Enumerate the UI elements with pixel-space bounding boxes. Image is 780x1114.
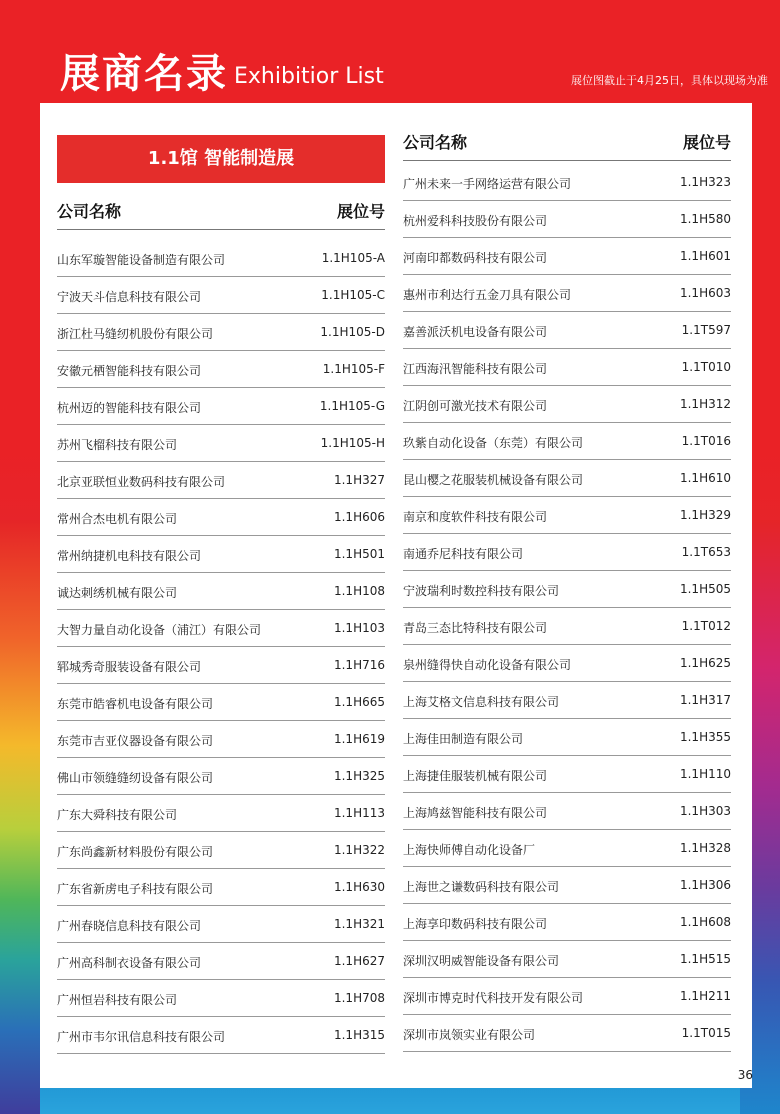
- table-row: [403, 349, 731, 386]
- company-name: 宁波天斗信息科技有限公司: [57, 290, 202, 304]
- company-name: 常州纳捷机电科技有限公司: [57, 549, 202, 563]
- table-row: [57, 795, 385, 832]
- booth-number: 1.1H105-A: [321, 251, 385, 265]
- booth-number: 1.1H355: [679, 730, 731, 744]
- company-name: 上海佳田制造有限公司: [403, 732, 524, 746]
- rainbow-border-left: [0, 520, 40, 1114]
- company-name: 深圳市岚领实业有限公司: [403, 1028, 536, 1042]
- booth-number: 1.1H110: [679, 767, 731, 781]
- table-row: [57, 869, 385, 906]
- company-name: 广州春晓信息科技有限公司: [57, 919, 202, 933]
- company-name: 广东大舜科技有限公司: [57, 808, 178, 822]
- booth-number: 1.1H665: [333, 695, 385, 709]
- booth-number: 1.1H708: [333, 991, 385, 1005]
- company-name: 上海鸠兹智能科技有限公司: [403, 806, 548, 820]
- booth-number: 1.1H328: [679, 841, 731, 855]
- left-list: [57, 240, 385, 1054]
- company-name: 广东尚鑫新材料股份有限公司: [57, 845, 214, 859]
- company-name: 常州合杰电机有限公司: [57, 512, 178, 526]
- company-name: 上海快师傅自动化设备厂: [403, 843, 536, 857]
- right-list-header: [403, 126, 731, 161]
- company-name: 郓城秀奇服装设备有限公司: [57, 660, 202, 674]
- booth-number: 1.1H608: [679, 915, 731, 929]
- booth-number: 1.1H105-F: [322, 362, 385, 376]
- booth-number: 1.1H317: [679, 693, 731, 707]
- company-name: 宁波瑞利时数控科技有限公司: [403, 584, 560, 598]
- booth-number: 1.1H303: [679, 804, 731, 818]
- table-row: [57, 758, 385, 795]
- booth-number: 1.1T653: [681, 545, 731, 559]
- table-row: [403, 460, 731, 497]
- booth-number: 1.1H113: [333, 806, 385, 820]
- header-note: 展位图截止于4月25日，具体以现场为准: [571, 74, 768, 87]
- company-name: 惠州市利达行五金刀具有限公司: [403, 288, 572, 302]
- booth-number: 1.1H515: [679, 952, 731, 966]
- company-name: 玖紫自动化设备（东莞）有限公司: [403, 436, 584, 450]
- table-row: [57, 1017, 385, 1054]
- table-row: [57, 573, 385, 610]
- table-row: [57, 351, 385, 388]
- booth-number: 1.1H325: [333, 769, 385, 783]
- table-row: [403, 386, 731, 423]
- column-header-booth: 展位号: [682, 133, 731, 152]
- booth-number: 1.1H315: [333, 1028, 385, 1042]
- company-name: 浙江杜马缝纫机股份有限公司: [57, 327, 214, 341]
- booth-number: 1.1T016: [681, 434, 731, 448]
- company-name: 广东省新虏电子科技有限公司: [57, 882, 214, 896]
- table-row: [403, 1015, 731, 1052]
- table-row: [57, 906, 385, 943]
- column-header-company: 公司名称: [57, 202, 122, 221]
- company-name: 北京亚联恒业数码科技有限公司: [57, 475, 226, 489]
- table-row: [403, 756, 731, 793]
- table-row: [57, 240, 385, 277]
- table-row: [57, 684, 385, 721]
- table-row: [403, 571, 731, 608]
- table-row: [403, 164, 731, 201]
- company-name: 泉州缝得快自动化设备有限公司: [403, 658, 572, 672]
- section-banner: 1.1馆 智能制造展: [57, 135, 385, 183]
- company-name: 杭州爱科科技股份有限公司: [403, 214, 548, 228]
- booth-number: 1.1H327: [333, 473, 385, 487]
- booth-number: 1.1H716: [333, 658, 385, 672]
- booth-number: 1.1H630: [333, 880, 385, 894]
- company-name: 上海享印数码科技有限公司: [403, 917, 548, 931]
- table-row: [57, 832, 385, 869]
- booth-number: 1.1H321: [333, 917, 385, 931]
- table-row: [403, 645, 731, 682]
- content-panel: [40, 103, 752, 1088]
- table-row: [403, 719, 731, 756]
- table-row: [57, 499, 385, 536]
- page-subtitle: Exhibitior List: [234, 64, 384, 89]
- company-name: 广州市韦尔讯信息科技有限公司: [57, 1030, 226, 1044]
- booth-number: 1.1T010: [681, 360, 731, 374]
- company-name: 上海世之谦数码科技有限公司: [403, 880, 560, 894]
- table-row: [57, 425, 385, 462]
- booth-number: 1.1H580: [679, 212, 731, 226]
- booth-number: 1.1H312: [679, 397, 731, 411]
- table-row: [403, 867, 731, 904]
- column-header-booth: 展位号: [336, 202, 385, 221]
- table-row: [57, 721, 385, 758]
- table-row: [403, 793, 731, 830]
- booth-number: 1.1H108: [333, 584, 385, 598]
- company-name: 诚达刺绣机械有限公司: [57, 586, 178, 600]
- company-name: 大智力量自动化设备（浦江）有限公司: [57, 623, 262, 637]
- table-row: [57, 610, 385, 647]
- company-name: 深圳汉明威智能设备有限公司: [403, 954, 560, 968]
- company-name: 佛山市领缝缝纫设备有限公司: [57, 771, 214, 785]
- company-name: 上海捷佳服装机械有限公司: [403, 769, 548, 783]
- booth-number: 1.1H606: [333, 510, 385, 524]
- booth-number: 1.1H105-D: [320, 325, 385, 339]
- table-row: [403, 682, 731, 719]
- booth-number: 1.1H619: [333, 732, 385, 746]
- booth-number: 1.1H105-G: [319, 399, 385, 413]
- table-row: [403, 275, 731, 312]
- company-name: 昆山樱之花服装机械设备有限公司: [403, 473, 584, 487]
- booth-number: 1.1H603: [679, 286, 731, 300]
- company-name: 青岛三态比特科技有限公司: [403, 621, 548, 635]
- company-name: 东莞市皓睿机电设备有限公司: [57, 697, 214, 711]
- company-name: 深圳市博克时代科技开发有限公司: [403, 991, 584, 1005]
- table-row: [403, 830, 731, 867]
- company-name: 上海艾格文信息科技有限公司: [403, 695, 560, 709]
- table-row: [403, 534, 731, 571]
- booth-number: 1.1H103: [333, 621, 385, 635]
- booth-number: 1.1H211: [679, 989, 731, 1003]
- booth-number: 1.1T012: [681, 619, 731, 633]
- table-row: [403, 423, 731, 460]
- table-row: [403, 497, 731, 534]
- company-name: 南通乔尼科技有限公司: [403, 547, 524, 561]
- booth-number: 1.1H625: [679, 656, 731, 670]
- booth-number: 1.1T015: [681, 1026, 731, 1040]
- company-name: 东莞市吉亚仪器设备有限公司: [57, 734, 214, 748]
- table-row: [403, 608, 731, 645]
- table-row: [403, 238, 731, 275]
- table-row: [57, 943, 385, 980]
- booth-number: 1.1H105-C: [321, 288, 385, 302]
- company-name: 广州未来一手网络运营有限公司: [403, 177, 572, 191]
- table-row: [57, 462, 385, 499]
- table-row: [57, 314, 385, 351]
- company-name: 江阴创可激光技术有限公司: [403, 399, 548, 413]
- booth-number: 1.1H323: [679, 175, 731, 189]
- booth-number: 1.1H105-H: [320, 436, 385, 450]
- booth-number: 1.1H627: [333, 954, 385, 968]
- page-title: 展商名录: [60, 51, 228, 97]
- company-name: 江西海汛智能科技有限公司: [403, 362, 548, 376]
- right-list: [403, 164, 731, 1052]
- table-row: [403, 312, 731, 349]
- booth-number: 1.1H329: [679, 508, 731, 522]
- booth-number: 1.1H306: [679, 878, 731, 892]
- table-row: [57, 277, 385, 314]
- table-row: [57, 980, 385, 1017]
- company-name: 南京和度软件科技有限公司: [403, 510, 548, 524]
- column-header-company: 公司名称: [403, 133, 468, 152]
- company-name: 苏州飞榴科技有限公司: [57, 438, 178, 452]
- table-row: [57, 388, 385, 425]
- booth-number: 1.1H501: [333, 547, 385, 561]
- table-row: [403, 904, 731, 941]
- company-name: 嘉善派沃机电设备有限公司: [403, 325, 548, 339]
- company-name: 安徽元栖智能科技有限公司: [57, 364, 202, 378]
- booth-number: 1.1H610: [679, 471, 731, 485]
- table-row: [57, 536, 385, 573]
- booth-number: 1.1H601: [679, 249, 731, 263]
- booth-number: 1.1H505: [679, 582, 731, 596]
- left-list-header: [57, 195, 385, 230]
- booth-number: 1.1H322: [333, 843, 385, 857]
- company-name: 杭州迈的智能科技有限公司: [57, 401, 202, 415]
- table-row: [403, 941, 731, 978]
- company-name: 河南印都数码科技有限公司: [403, 251, 548, 265]
- company-name: 广州高科制衣设备有限公司: [57, 956, 202, 970]
- table-row: [57, 647, 385, 684]
- page-number: 36: [737, 1068, 753, 1082]
- table-row: [403, 978, 731, 1015]
- table-row: [403, 201, 731, 238]
- booth-number: 1.1T597: [681, 323, 731, 337]
- company-name: 广州恒岩科技有限公司: [57, 993, 178, 1007]
- company-name: 山东军璇智能设备制造有限公司: [57, 253, 226, 267]
